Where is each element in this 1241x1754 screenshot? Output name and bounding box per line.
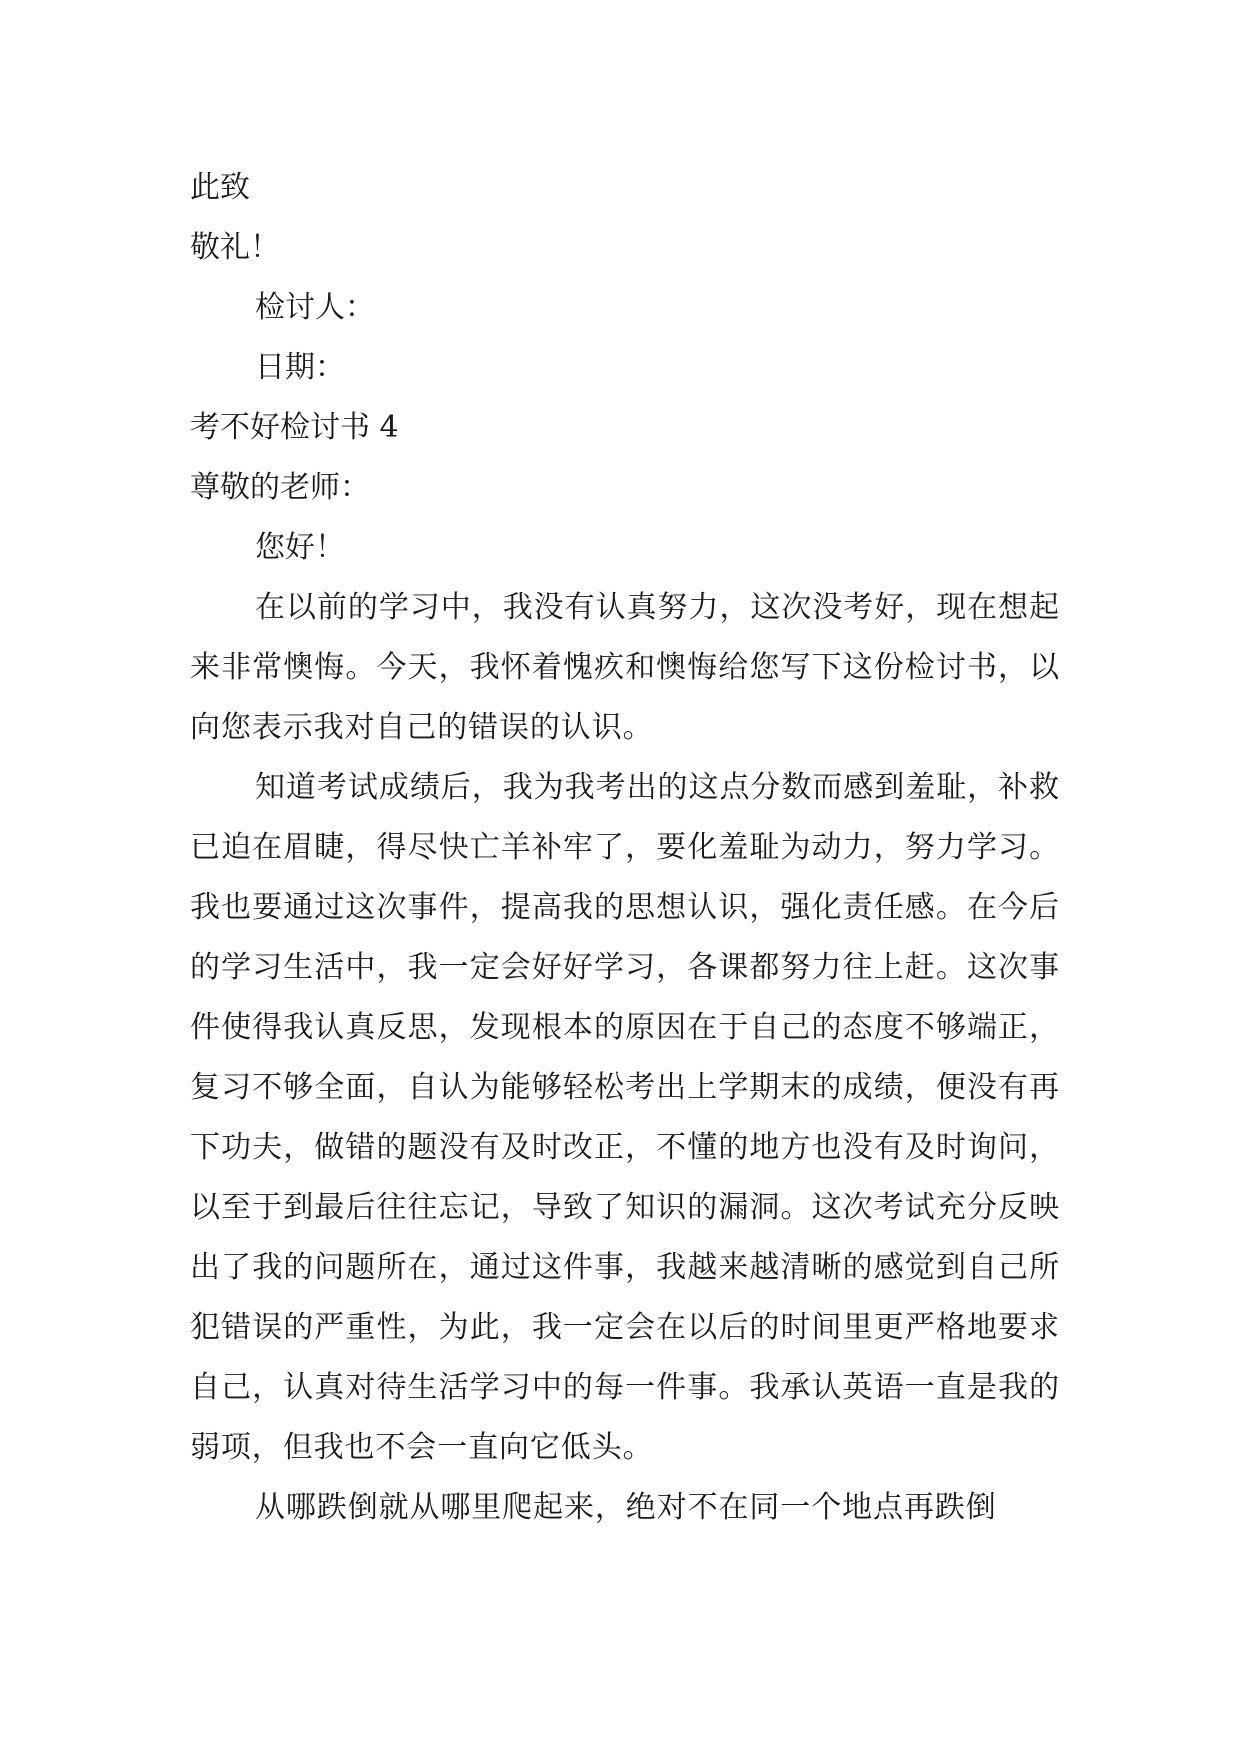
greeting: 您好！	[255, 530, 345, 565]
closing-line-1: 此致	[190, 170, 250, 205]
closing-line-2: 敬礼！	[190, 230, 280, 265]
signer-label: 检讨人：	[255, 290, 375, 325]
date-label: 日期：	[255, 350, 345, 385]
section-title: 考不好检讨书 4	[190, 410, 399, 445]
paragraph-2: 知道考试成绩后，我为我考出的这点分数而感到羞耻，补救已迫在眉睫，得尽快亡羊补牢了，要化羞耻为动力，努力学习。我也要通过这次事件，提高我的思想认识，强化责任感。在今后的学习生活中，我一定会好好学习，各课都努力往上赶。这次事件使得我认真反思，发现根本的原因在于自己的态度不够端正，复习不够全面，自认为能够轻松考出上学期末的成绩，便没有再下功夫，做错的题没有及时改正，不懂的地方也没有及时询问，以至于到最后往往忘记，导致了知识的漏洞。这次考试充分反映出了我的问题所在，通过这件事，我越来越清晰的感觉到自己所犯错误的严重性，为此，我一定会在以后的时间里更严格地要求自己，认真对待生活学习中的每一件事。我承认英语一直是我的弱项，但我也不会一直向它低头。	[190, 770, 1060, 1465]
salutation: 尊敬的老师：	[190, 470, 370, 505]
paragraph-1: 在以前的学习中，我没有认真努力，这次没考好，现在想起来非常懊悔。今天，我怀着愧疚和懊悔给您写下这份检讨书，以向您表示我对自己的错误的认识。	[190, 590, 1060, 745]
document-page	[190, 158, 1060, 1538]
paragraph-3: 从哪跌倒就从哪里爬起来，绝对不在同一个地点再跌倒	[255, 1490, 997, 1525]
